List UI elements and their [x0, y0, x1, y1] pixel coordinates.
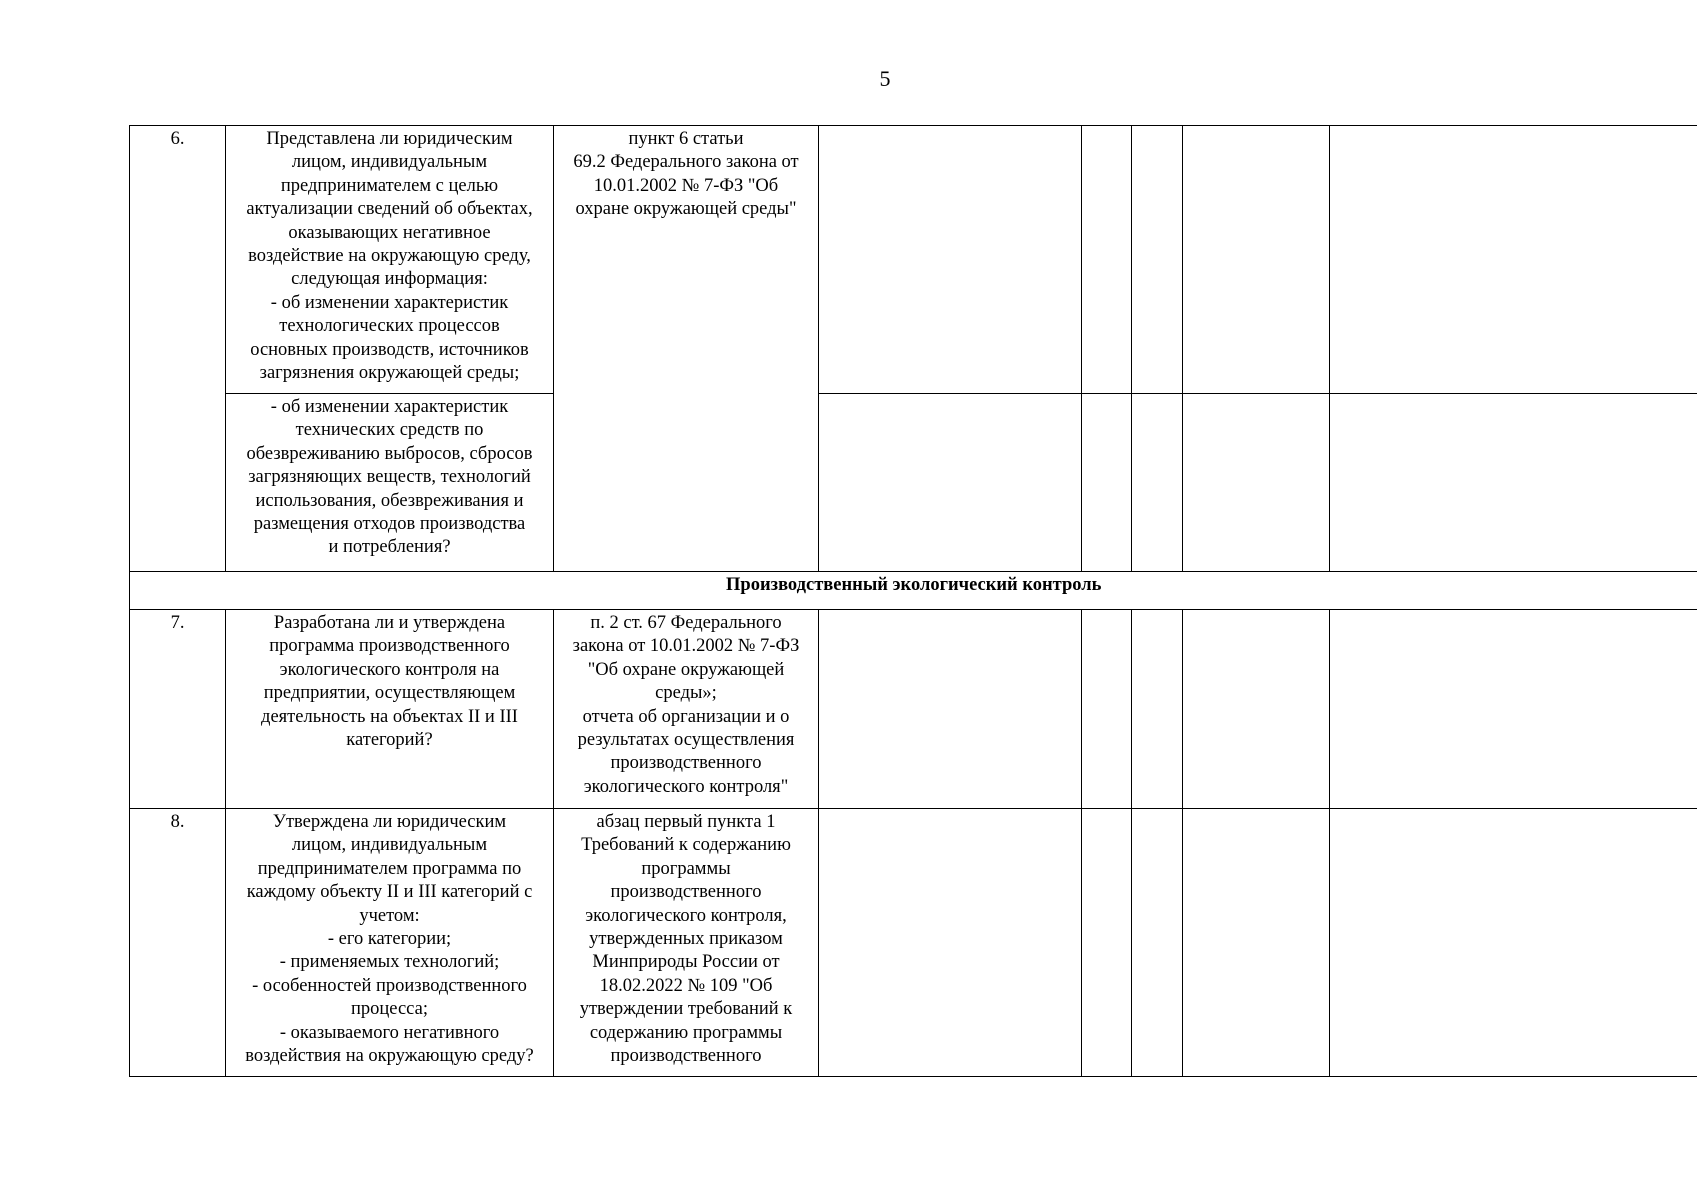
page-number: 5 — [879, 66, 891, 91]
row-number: 8. — [130, 809, 226, 1077]
reference-cell: п. 2 ст. 67 Федерального закона от 10.01.2002 № 7-ФЗ "Об охране окружающей среды»; отчета об организации и о результатах осуществления производственного экологического контроля" — [554, 610, 819, 809]
section-title: Производственный экологический контроль — [130, 572, 1697, 610]
empty-cell — [1082, 126, 1132, 394]
question-cell: Представлена ли юридическим лицом, индивидуальным предпринимателем с целью актуализации сведений об объектах, оказывающих негативное воздействие на окружающую среду, следующая информация: - об изменении характеристик технологических процессов основных производств, источников загрязнения окружающей среды; — [226, 126, 554, 394]
empty-cell — [1132, 610, 1183, 809]
question-cell: Утверждена ли юридическим лицом, индивидуальным предпринимателем программа по каждому объекту II и III категорий с учетом: - его категории; - применяемых технологий; - особенностей производственного процесса; - оказываемого негативного воздействия на окружающую среду? — [226, 809, 554, 1077]
table-row — [130, 809, 1697, 1077]
empty-cell — [1330, 394, 1697, 572]
empty-cell — [1330, 610, 1697, 809]
empty-cell — [1183, 126, 1330, 394]
empty-cell — [1330, 809, 1697, 1077]
empty-cell — [819, 809, 1082, 1077]
empty-cell — [1132, 809, 1183, 1077]
reference-cell: абзац первый пункта 1 Требований к содержанию программы производственного экологического контроля, утвержденных приказом Минприроды России от 18.02.2022 № 109 "Об утверждении требований к содержанию программы производственного — [554, 809, 819, 1077]
empty-cell — [1082, 809, 1132, 1077]
empty-cell — [819, 394, 1082, 572]
question-cell: - об изменении характеристик технических средств по обезвреживанию выбросов, сбросов загрязняющих веществ, технологий использования, обезвреживания и размещения отходов производства и потребления? — [226, 394, 554, 572]
empty-cell — [1132, 394, 1183, 572]
checklist-table — [129, 125, 1697, 1077]
table-row — [130, 610, 1697, 809]
row-number: 6. — [130, 126, 226, 572]
empty-cell — [819, 610, 1082, 809]
table-row — [130, 126, 1697, 394]
reference-cell: пункт 6 статьи 69.2 Федерального закона от 10.01.2002 № 7-ФЗ "Об охране окружающей среды" — [554, 126, 819, 572]
empty-cell — [1132, 126, 1183, 394]
section-row — [130, 572, 1697, 610]
question-cell: Разработана ли и утверждена программа производственного экологического контроля на предприятии, осуществляющем деятельность на объектах II и III категорий? — [226, 610, 554, 809]
empty-cell — [1082, 610, 1132, 809]
empty-cell — [1183, 610, 1330, 809]
empty-cell — [819, 126, 1082, 394]
empty-cell — [1183, 394, 1330, 572]
empty-cell — [1082, 394, 1132, 572]
empty-cell — [1330, 126, 1697, 394]
table-row — [130, 394, 1697, 572]
row-number: 7. — [130, 610, 226, 809]
empty-cell — [1183, 809, 1330, 1077]
